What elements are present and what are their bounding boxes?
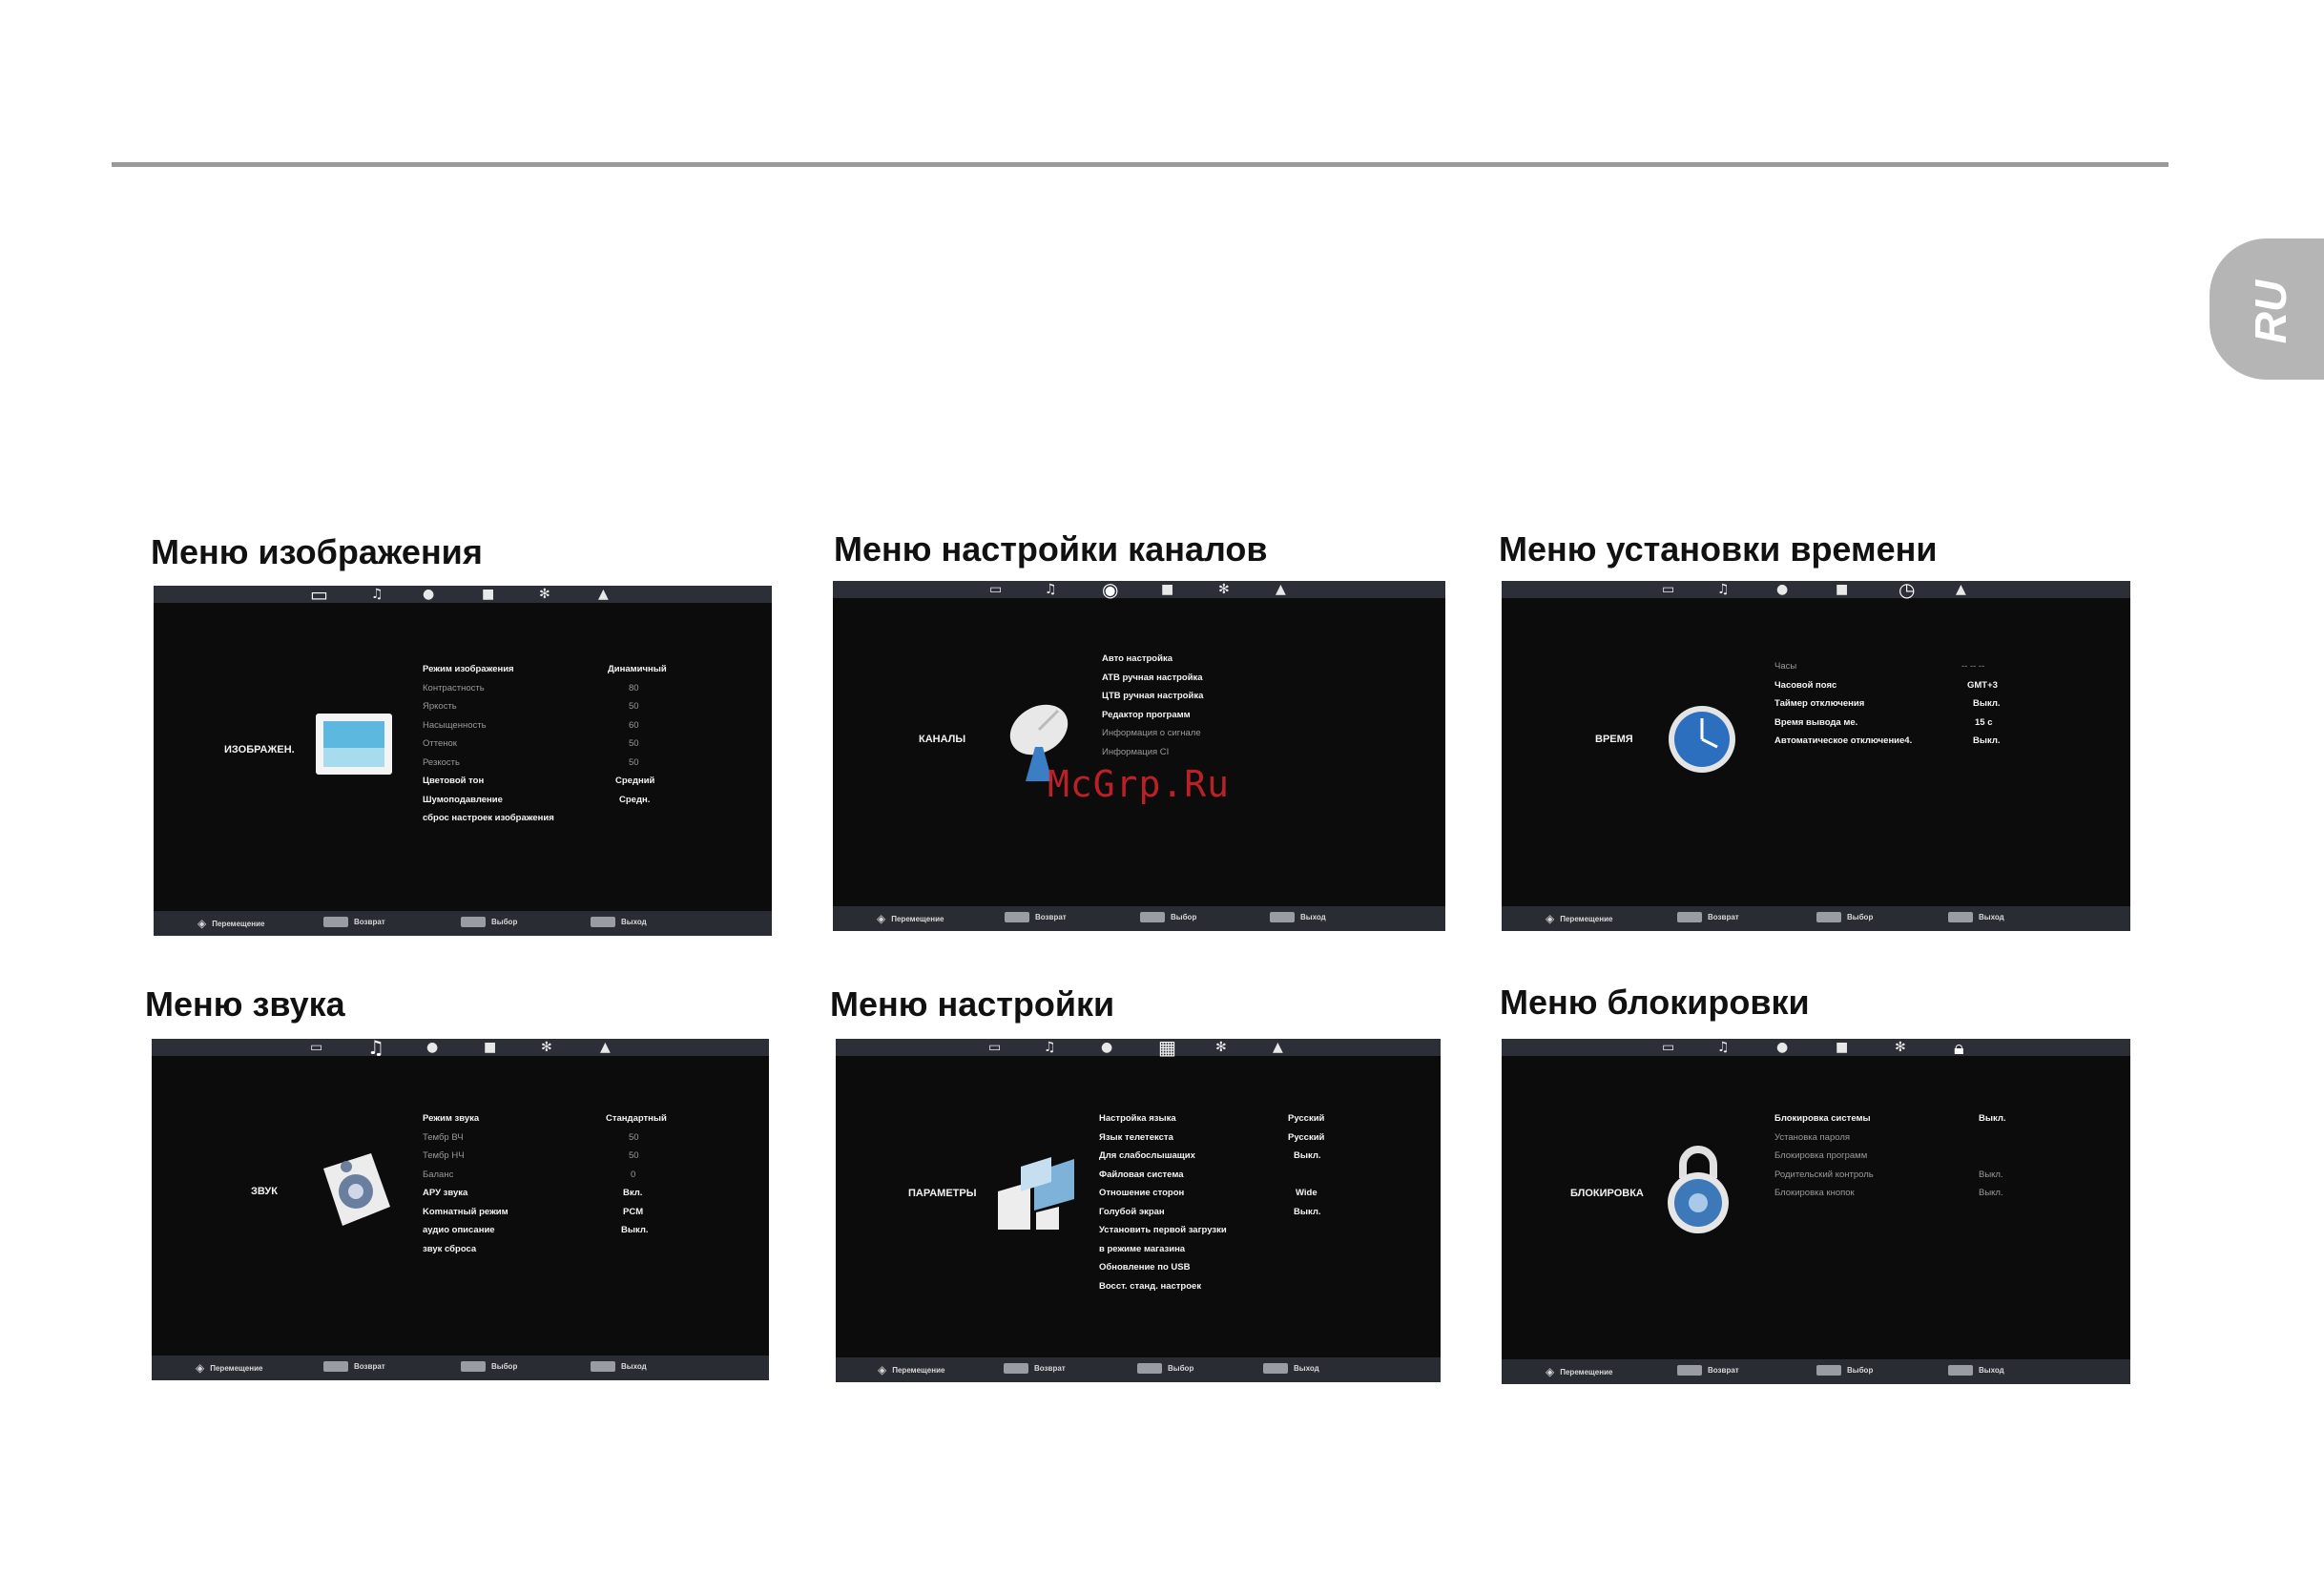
category-label: ИЗОБРАЖЕН. — [224, 744, 295, 755]
sound-tab-icon[interactable]: ♫ — [1717, 1040, 1730, 1055]
menu-item[interactable]: Часовой пояс GMT+3 — [1774, 679, 1998, 691]
menu-key-icon — [323, 1361, 348, 1372]
channel-tab-icon[interactable]: ● — [423, 587, 435, 602]
menu-footer: ◈ Перемещение Возврат Выбор Выход — [152, 1356, 769, 1380]
picture-tab-icon[interactable]: ▭ — [1662, 1040, 1675, 1055]
time-tab-icon[interactable]: ✻ — [539, 587, 550, 602]
menu-item[interactable]: Шумоподавление Средн. — [423, 794, 651, 805]
menu-key-icon — [323, 917, 348, 927]
ok-key-icon — [1816, 1365, 1841, 1376]
menu-key-icon — [1677, 912, 1702, 922]
move-arrows-icon: ◈ — [877, 912, 886, 925]
picture-tab-icon[interactable]: ▭ — [310, 583, 328, 606]
menu-item[interactable]: Таймер отключения Выкл. — [1774, 698, 2001, 710]
exit-key-icon — [1270, 912, 1295, 922]
category-label: ПАРАМЕТРЫ — [908, 1188, 977, 1199]
exit-key-icon — [1948, 1365, 1973, 1376]
menu-item[interactable]: Контрастность 80 — [423, 682, 639, 693]
menu-item[interactable]: Блокировка кнопок Выкл. — [1774, 1188, 2003, 1199]
setup-tab-icon[interactable]: ▦ — [1158, 1036, 1176, 1059]
category-label: ВРЕМЯ — [1595, 734, 1633, 745]
menu-item[interactable]: Баланс 0 — [423, 1169, 636, 1180]
lock-menu-title: Меню блокировки — [1500, 983, 1810, 1022]
menu-item[interactable]: Язык телетекста Русский — [1099, 1131, 1325, 1143]
sound-tab-icon[interactable]: ♫ — [367, 1036, 384, 1059]
time-tab-icon[interactable]: ✻ — [1215, 1040, 1227, 1055]
menu-item[interactable]: ЦТВ ручная настройка — [1102, 691, 1204, 702]
menu-item[interactable]: Установка пароля — [1774, 1131, 1851, 1143]
time-menu-screen — [1502, 578, 2130, 931]
menu-item[interactable]: Режим звука Стандартный — [423, 1113, 667, 1125]
sound-tab-icon[interactable]: ♫ — [1044, 1040, 1056, 1055]
ok-key-icon — [461, 1361, 486, 1372]
menu-item[interactable]: ATB ручная настройка — [1102, 672, 1203, 683]
channel-tab-icon[interactable]: ◉ — [1102, 578, 1119, 601]
channel-menu-title: Меню настройки каналов — [834, 529, 1268, 569]
speaker-icon — [314, 1149, 396, 1231]
menu-item[interactable]: Насыщенность 60 — [423, 719, 639, 731]
menu-item[interactable]: Обновление по USB — [1099, 1262, 1191, 1273]
menu-item[interactable]: Цветовой тон Средний — [423, 776, 655, 787]
exit-key-icon — [591, 917, 615, 927]
menu-footer: ◈ Перемещение Возврат Выбор Выход — [833, 906, 1445, 931]
menu-item[interactable]: Отношение сторон Wide — [1099, 1188, 1318, 1199]
setup-tab-icon[interactable]: ■ — [484, 1040, 497, 1055]
menu-item[interactable]: АРУ звука Вкл. — [423, 1188, 643, 1199]
picture-menu-screen — [154, 583, 772, 936]
menu-footer: ◈ Перемещение Возврат Выбор Выход — [1502, 906, 2130, 931]
menu-footer: ◈ Перемещение Возврат Выбор Выход — [1502, 1359, 2130, 1384]
move-arrows-icon: ◈ — [197, 917, 207, 930]
picture-menu-title: Меню изображения — [151, 532, 483, 571]
menu-item[interactable]: сброс настроек изображения — [423, 813, 554, 824]
move-arrows-icon: ◈ — [1546, 1365, 1555, 1378]
lock-menu-list — [1774, 1109, 2042, 1203]
menu-item[interactable]: Блокировка программ — [1774, 1150, 1868, 1162]
menu-item[interactable]: аудио описание Выкл. — [423, 1225, 649, 1236]
channel-tab-icon[interactable]: ● — [1101, 1040, 1113, 1055]
picture-tab-icon[interactable]: ▭ — [1662, 582, 1675, 597]
menu-footer: ◈ Перемещение Возврат Выбор Выход — [836, 1357, 1441, 1382]
time-tab-icon[interactable]: ✻ — [541, 1040, 552, 1055]
time-tab-icon[interactable]: ◷ — [1899, 578, 1916, 601]
sound-menu-list — [423, 1109, 680, 1258]
time-menu-title: Меню установки времени — [1499, 529, 1938, 569]
picture-tab-icon[interactable]: ▭ — [988, 1040, 1002, 1055]
menu-footer: ◈ Перемещение Возврат Выбор Выход — [154, 911, 772, 936]
menu-item[interactable]: Настройка языка Русский — [1099, 1113, 1325, 1125]
category-label: ЗВУК — [251, 1186, 278, 1197]
menu-item[interactable]: Komнатный режим PCM — [423, 1206, 644, 1217]
sound-tab-icon[interactable]: ♫ — [371, 587, 384, 602]
category-label: КАНАЛЫ — [919, 734, 966, 745]
menu-item[interactable]: в режиме магазина — [1099, 1243, 1186, 1254]
picture-menu-list — [423, 660, 680, 828]
lock-tab-icon[interactable]: ▲ — [598, 587, 609, 602]
menu-item[interactable]: Время вывода ме. 15 с — [1774, 716, 1993, 728]
picture-category-icon — [314, 712, 394, 776]
menu-item[interactable]: Авто настройка — [1102, 653, 1172, 665]
sound-tab-icon[interactable]: ♫ — [1045, 582, 1057, 597]
exit-key-icon — [1263, 1363, 1288, 1374]
sound-menu-title: Меню звука — [145, 984, 345, 1024]
menu-item[interactable]: Голубой экран Выкл. — [1099, 1206, 1321, 1217]
time-tab-icon[interactable]: ✻ — [1218, 582, 1230, 597]
menu-item[interactable]: Тембр ВЧ 50 — [423, 1131, 639, 1143]
menu-item[interactable]: Оттенок 50 — [423, 738, 639, 750]
menu-item[interactable]: Родительский контроль Выкл. — [1774, 1169, 2003, 1180]
menu-item[interactable]: звук сброса — [423, 1243, 477, 1254]
setup-menu-screen — [836, 1036, 1441, 1382]
menu-item[interactable]: Блокировка системы Выкл. — [1774, 1113, 2006, 1125]
lock-tab-icon[interactable]: ▲ — [1276, 582, 1286, 597]
channel-menu-list — [1102, 650, 1312, 761]
lock-tab-icon[interactable]: ▲ — [1273, 1040, 1283, 1055]
menu-item[interactable]: Редактор программ — [1102, 709, 1191, 720]
lock-tab-icon[interactable]: 🔒︎ — [1954, 1036, 1964, 1059]
picture-tab-icon[interactable]: ▭ — [310, 1040, 323, 1055]
channel-menu-screen — [833, 578, 1445, 931]
ok-key-icon — [1137, 1363, 1162, 1374]
sound-menu-screen — [152, 1036, 769, 1380]
menu-key-icon — [1004, 1363, 1028, 1374]
menu-item[interactable]: Для слабослышащих Выкл. — [1099, 1150, 1321, 1162]
ok-key-icon — [1816, 912, 1841, 922]
ok-key-icon — [461, 917, 486, 927]
menu-item[interactable]: Резкость 50 — [423, 756, 639, 768]
menu-item[interactable]: Файловая система — [1099, 1169, 1184, 1180]
clock-icon — [1666, 703, 1738, 776]
channel-tab-icon[interactable]: ● — [1776, 1040, 1789, 1055]
lock-tab-icon[interactable]: ▲ — [600, 1040, 611, 1055]
move-arrows-icon: ◈ — [196, 1361, 205, 1375]
move-arrows-icon: ◈ — [1546, 912, 1555, 925]
padlock-icon — [1660, 1146, 1736, 1237]
setup-menu-title: Меню настройки — [830, 984, 1115, 1024]
setup-tab-icon[interactable]: ■ — [1836, 582, 1849, 597]
settings-blocks-icon — [992, 1153, 1082, 1233]
picture-tab-icon[interactable]: ▭ — [989, 582, 1003, 597]
setup-tab-icon[interactable]: ■ — [482, 587, 495, 602]
ok-key-icon — [1140, 912, 1165, 922]
exit-key-icon — [591, 1361, 615, 1372]
lock-tab-icon[interactable]: ▲ — [1956, 582, 1966, 597]
menu-item[interactable]: Восст. станд. настроек — [1099, 1280, 1202, 1292]
menu-item[interactable]: Установить первой загрузки — [1099, 1225, 1227, 1236]
top-rule — [112, 162, 2168, 167]
channel-tab-icon[interactable]: ● — [426, 1040, 439, 1055]
setup-tab-icon[interactable]: ■ — [1161, 582, 1174, 597]
channel-tab-icon[interactable]: ● — [1776, 582, 1789, 597]
menu-item[interactable]: Яркость 50 — [423, 701, 639, 713]
move-arrows-icon: ◈ — [878, 1363, 887, 1376]
menu-item[interactable]: Информация CI — [1102, 746, 1170, 757]
setup-menu-list — [1099, 1109, 1347, 1295]
language-tab-label: RU — [2246, 279, 2295, 344]
category-label: БЛОКИРОВКА — [1570, 1188, 1644, 1199]
time-tab-icon[interactable]: ✻ — [1895, 1040, 1906, 1055]
menu-item[interactable]: Часы -- -- -- — [1774, 661, 1985, 673]
language-tab — [2210, 238, 2324, 380]
menu-key-icon — [1005, 912, 1029, 922]
menu-item[interactable]: Информация о сигнале — [1102, 728, 1201, 739]
menu-item[interactable]: Тембр НЧ 50 — [423, 1150, 639, 1162]
menu-item[interactable]: Автоматическое отключение4. Выкл. — [1774, 735, 2001, 747]
exit-key-icon — [1948, 912, 1973, 922]
sound-tab-icon[interactable]: ♫ — [1717, 582, 1730, 597]
watermark: McGrp.Ru — [1048, 763, 1231, 805]
menu-key-icon — [1677, 1365, 1702, 1376]
menu-item[interactable]: Режим изображения Динамичный — [423, 664, 667, 675]
time-menu-list — [1774, 657, 2061, 751]
lock-menu-screen — [1502, 1036, 2130, 1384]
setup-tab-icon[interactable]: ■ — [1836, 1040, 1849, 1055]
